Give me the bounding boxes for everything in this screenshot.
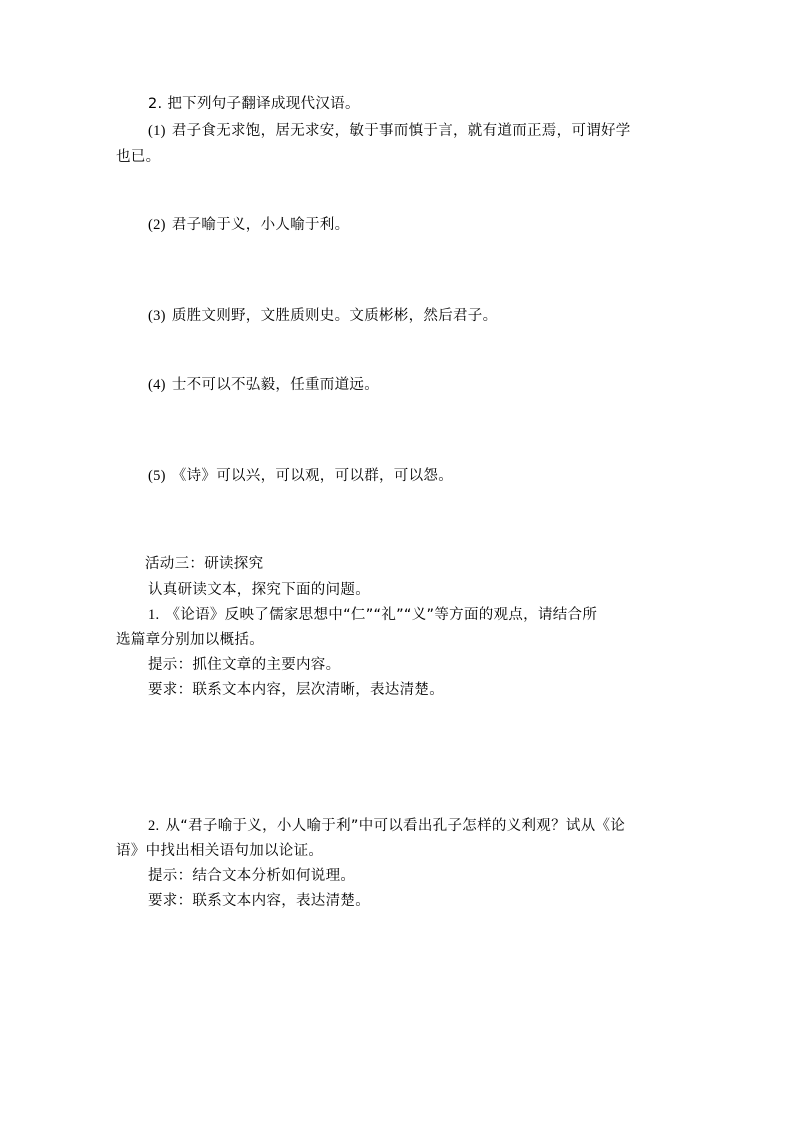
item-text: 士不可以不弘毅，任重而道远。 xyxy=(171,377,380,393)
item-number: (4) xyxy=(148,377,166,393)
question-number: 1. xyxy=(148,607,160,623)
question-1-requirement: 要求：联系文本内容，层次清晰，表达清楚。 xyxy=(148,682,444,698)
question-text: 《论语》反映了儒家思想中“仁”“礼”“义”等方面的观点，请结合所 xyxy=(165,607,598,623)
translate-heading: 2. 把下列句子翻译成现代汉语。 xyxy=(148,96,360,112)
translate-item-1 xyxy=(148,121,631,141)
activity3-title: 活动三：研读探究 xyxy=(145,556,264,572)
translate-item-5 xyxy=(148,466,453,486)
translate-item-1-cont: 也已。 xyxy=(116,149,161,165)
activity3-intro: 认真研读文本，探究下面的问题。 xyxy=(148,582,370,598)
question-1-cont: 选篇章分别加以概括。 xyxy=(116,632,264,648)
question-2-hint: 提示：结合文本分析如何说理。 xyxy=(148,868,356,884)
question-1-hint: 提示：抓住文章的主要内容。 xyxy=(148,657,341,673)
item-number: (3) xyxy=(148,308,166,324)
item-text: 君子喻于义，小人喻于利。 xyxy=(171,217,350,233)
question-text: 从“君子喻于义，小人喻于利”中可以看出孔子怎样的义利观？试从《论 xyxy=(165,818,626,834)
question-2-requirement: 要求：联系文本内容，表达清楚。 xyxy=(148,893,370,909)
item-text: 君子食无求饱，居无求安，敏于事而慎于言，就有道而正焉，可谓好学 xyxy=(171,123,631,139)
question-number: 2. xyxy=(148,818,160,834)
item-number: (2) xyxy=(148,217,166,233)
item-number: (1) xyxy=(148,123,166,139)
item-number: (5) xyxy=(148,468,166,484)
translate-item-2 xyxy=(148,215,349,235)
item-text: 质胜文则野，文胜质则史。文质彬彬，然后君子。 xyxy=(171,308,498,324)
translate-item-3 xyxy=(148,306,497,326)
item-text: 《诗》可以兴，可以观，可以群，可以怨。 xyxy=(171,468,454,484)
translate-item-4 xyxy=(148,375,379,395)
question-2 xyxy=(148,816,625,836)
question-1 xyxy=(148,605,597,625)
question-2-cont: 语》中找出相关语句加以论证。 xyxy=(116,843,324,859)
